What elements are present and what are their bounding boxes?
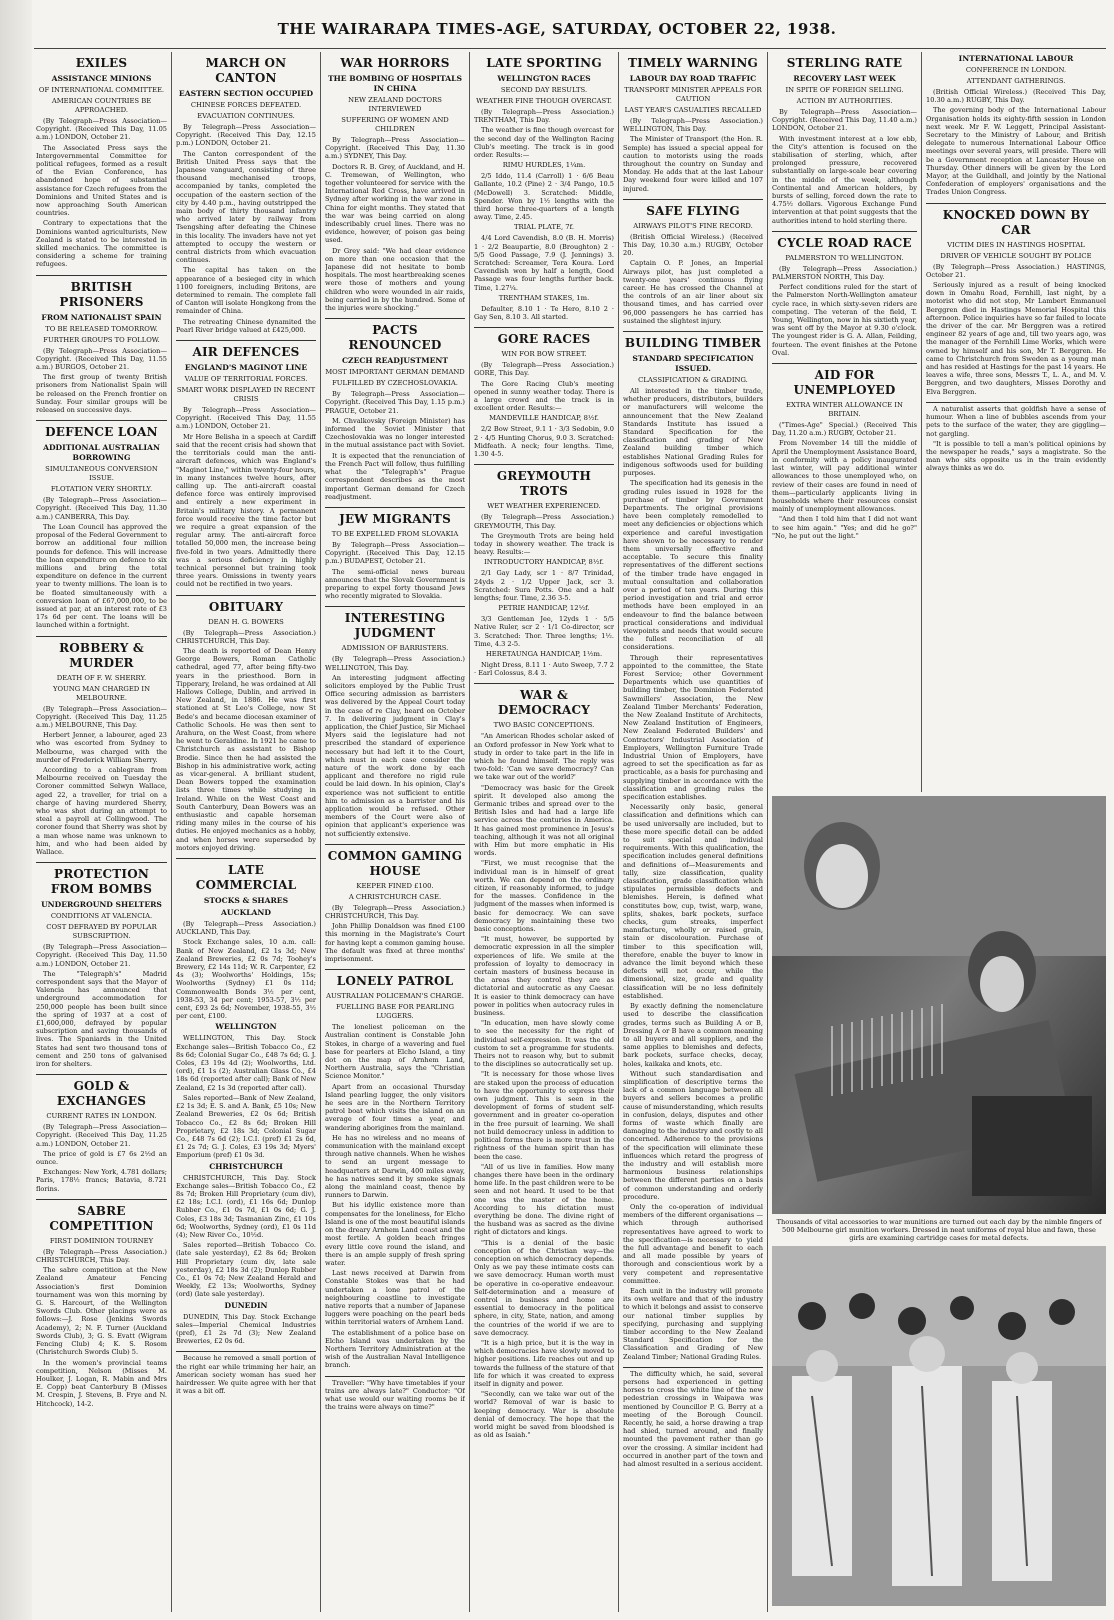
article-paragraph: (British Official Wireless.) (Received This Day, 10.30 a.m.) RUGBY, This Day. — [926, 88, 1106, 105]
article-divider — [36, 1199, 167, 1200]
article-headline: SAFE FLYING — [646, 203, 740, 218]
article-divider — [772, 363, 917, 364]
article-paragraph: "First, we must recognise that the individual man is in himself of great worth. We can depend on the ordinary citizen, if reasonably informed, to judge for the masses. Confidence in the judgment of the masses when informed is basic for democracy. We can save democracy by maintaining these two basic conceptions. — [474, 859, 614, 934]
article-paragraph: The Associated Press says the Intergovernmental Committee for political refugees, formed as a result of the Evian Conference, has abandoned hope of substantial assistance for Czech refugees from the Dominions and United States and is now approaching South American countries. — [36, 143, 167, 218]
article-deck: TRENTHAM STAKES, 1m. — [498, 293, 590, 302]
article-headline: KNOCKED DOWN BY CAR — [942, 207, 1090, 237]
article-paragraph: Dr Grey said: "We had clear evidence on more than one occasion that the Japanese did not hesitate to bomb hospitals. The most heartbreaking scenes were those of mothers and young children who were wounded in air raids, being carried in by the hundred. Some of the injuries were shocking." — [325, 246, 465, 313]
article-deck: ADMISSION OF BARRISTERS. — [341, 644, 449, 653]
article-deck: AUSTRALIAN POLICEMAN'S CHARGE. — [326, 992, 464, 1001]
article-paragraph: Each unit in the industry will promote its own welfare and that of the industry to which it belongs and assist to conserve our national timber supplies by specifying, purchasing and supplying timber according to the New Zealand Standard Specification for the Classification and Grading of New Zealand Timber; National Grading Rules. — [623, 1287, 763, 1361]
article-paragraph: "In education, men have slowly come to see the necessity for the right of individual self-expression. It was the old custom to set a programme for students. Theirs not to reason why, but to submit to the disciplines so autocratically set up. — [474, 1019, 614, 1069]
article-deck: VALUE OF TERRITORIAL FORCES. — [184, 375, 308, 384]
page-binding-edge — [0, 0, 32, 1620]
article-deck: ATTENDANT GATHERINGS. — [966, 77, 1066, 85]
article-divider — [325, 1376, 465, 1377]
article-paragraph: (By Telegraph—Press Association—Copyright. (Received This Day, 11.05 a.m.) LONDON, October 21. — [36, 117, 167, 142]
article-paragraph: By Telegraph—Press Association—Copyright. (Received This Day, 11.55 a.m.) LONDON, October 21. — [176, 406, 316, 431]
article-paragraph: (By Telegraph—Press Association.) HASTINGS, October 21. — [926, 262, 1106, 279]
article-divider — [176, 1351, 316, 1352]
article-paragraph: By Telegraph—Press Association—Copyright. (Received This Day, 12.15 p.m.) LONDON, October 21. — [176, 123, 316, 148]
article-deck: TRIAL PLATE, 7f. — [513, 223, 575, 232]
article-subheadline: FROM NATIONALIST SPAIN — [41, 312, 162, 322]
article-paragraph: WELLINGTON, This Day. Stock Exchange sales—British Tobacco Co., £2 8s 6d; Colonial Sugar Co., £48 7s 6d; G. J. Coles, £3 19s 4d (2); Woolworths, Ltd. (ord), £1 1s (2); Australian Glass Co., £4 18s 6d (reported after call); Bank of New Zealand, £2 1s 3d (reported after call). — [176, 1034, 316, 1092]
article-paragraph: "Secondly, can we take war out of the world? Removal of war is basic to keeping democracy. War is absolute denial of democracy. The hope that the world might be saved from bloodshed is as old as Isaiah." — [474, 1390, 614, 1440]
article-paragraph: "And then I told him that I did not want to see him again." "Yes; and did he go?" "No, he put out the light." — [772, 515, 917, 540]
article-headline: BRITISH PRISONERS — [59, 279, 144, 309]
article-paragraph: Only the co-operation of individual members of the different organisations —which through authorised representatives have agreed to work to the specification—is necessary to yield the full advantage and benefit to each and all made possible by years of thorough and conscientious work by a very competent and representative committee. — [623, 1202, 763, 1285]
article-paragraph: (By Telegraph—Press Association—Copyright. (Received This Day, 11.55 a.m.) BURGOS, October 21. — [36, 346, 167, 372]
photo-accused-spies — [772, 1246, 1106, 1606]
article-subheadline: ADDITIONAL AUSTRALIAN BORROWING — [43, 443, 160, 463]
article-deck: COST DEFRAYED BY POPULAR SUBSCRIPTION. — [46, 923, 157, 941]
article-paragraph: Through their representatives appointed to the committee, the State Forest Service; other Government Departments which use quantities of building timber, the Dominion Federated Sawmillers' Association, the New Zealand Timber Merchants' Federation, the New Zealand Institute of Architects, New Zealand Institution of Engineers, New Zealand Federated Builders' and Contractors' Industrial Association of Employers, Wellington Furniture Trade Industrial Union of Employers, have agreed to set the specification as far as practicable, as a basis for purchasing and supplying timber in accordance with the classification and grading rules the specification establishes. — [623, 653, 763, 802]
article-paragraph: M. Chvalkovsky (Foreign Minister) has informed the Soviet Minister that Czechoslovakia was no longer interested in the mutual assistance pact with Soviet. — [325, 416, 465, 450]
article-subheadline: THE BOMBING OF HOSPITALS IN CHINA — [327, 74, 462, 93]
article-headline: WAR & DEMOCRACY — [497, 688, 591, 718]
article-deck: YOUNG MAN CHARGED IN MELBOURNE. — [52, 684, 151, 702]
article-paragraph: 2/2 Bow Street, 9.1 1 · 3/3 Sedobin, 9.0 2 · 4/5 Hunting Chorus, 9.0 3. Scratched: Midfeath. A neck; four lengths. Time, 1.30 4-5. — [474, 425, 614, 459]
column-5 — [623, 52, 763, 1612]
article-deck: A CHRISTCHURCH CASE. — [348, 892, 442, 901]
article-divider — [474, 327, 614, 328]
article-paragraph: Sales reported—Bank of New Zealand, £2 1s 3d; E. S. and A. Bank, £5 10s; New Zealand Breweries, £2 0s 6d; British Tobacco Co., £2 8s 6d; Broken Hill Proprietary, £2 18s 3d; Colonial Sugar Co., £48 7s 6d (2); I.C.I. (pref) £1 2s 6d, £1 2s 7d; G. J. Coles, £3 19s 3d; Myers' Emporium (pref) £1 0s 3d. — [176, 1093, 316, 1160]
article-deck: FUELLING BASE FOR PEARLING LUGGERS. — [335, 1003, 455, 1021]
article-subheadline: LABOUR DAY ROAD TRAFFIC — [629, 74, 757, 83]
article-deck: DEATH OF F. W. SHERRY. — [56, 673, 147, 682]
article-paragraph: The weather is fine though overcast for the second day of the Wellington Racing Club's meeting. The track is in good order. Results:— — [474, 126, 614, 160]
article-paragraph: (By Telegraph—Press Association.) GORE, This Day. — [474, 361, 614, 378]
article-divider — [36, 275, 167, 276]
article-paragraph: Captain O. P. Jones, an Imperial Airways pilot, has just completed a twenty-one years' continuous flying career. He has crossed the Channel at the controls of an air liner about six thousand times, and has carried over 96,000 passengers he has carried has sustained the slightest injury. — [623, 259, 763, 325]
article-divider — [325, 507, 465, 508]
article-paragraph: Necessarily only basic, general classification and definitions which can be used universally are included, but to these more specific detail can be added to suit special and individual requirements. With this qualification, the specification includes general definitions and definitions of—Measurements and tally, size classification, quality classification, grade classification which stipulates permissible defects and blemishes. Herein, is defined what constitutes bow, cup, twist, warp, wane, splits, shakes, bark pockets, surface checks, gum streaks, imperfect manufacture, wholly or raised grain, stain or discolouration. Purchase of timber to this specification will, therefore, enable the buyer to know in advance the limit beyond which these defects will not occur, while the dimensional, size, grade and quality classification will be no less definitely established. — [623, 803, 763, 1000]
article-subheadline: ASSISTANCE MINIONS — [51, 74, 152, 83]
article-paragraph: Contrary to expectations that the Dominions wanted agriculturists, New Zealand is stated to be interested in skilled mechanics. The committee is considering a scheme for training refugees. — [36, 219, 167, 269]
article-paragraph: From November 14 till the middle of April the Unemployment Assistance Board, in conformity with a policy inaugurated last winter, will pay additional winter allowances to those unemployed who, on review of their cases are found in need of them—particularly applicants living in households where their resources consist mainly of unemployment allowances. — [772, 439, 917, 514]
article-divider — [36, 636, 167, 637]
article-headline: ROBBERY & MURDER — [59, 640, 144, 670]
article-deck: KEEPER FINED £100. — [356, 881, 434, 890]
article-deck: HERETAUNGA HANDICAP, 1½m. — [485, 649, 603, 658]
article-deck: AMERICAN COUNTRIES BE APPROACHED. — [51, 97, 152, 114]
article-paragraph: (British Official Wireless.) (Received This Day, 10.30 a.m.) RUGBY, October 20. — [623, 232, 763, 258]
article-deck: CONDITIONS AT VALENCIA. — [50, 912, 153, 921]
article-paragraph: By Telegraph—Press Association—Copyright. (Received This Day, 1.15 p.m.) PRAGUE, October 21. — [325, 390, 465, 415]
article-deck: EXTRA WINTER ALLOWANCE IN BRITAIN. — [786, 401, 903, 419]
article-headline: INTERESTING JUDGMENT — [344, 611, 446, 641]
article-paragraph: He has no wireless and no means of communication with the mainland except through native channels. When he wishes to send an urgent message to headquarters at Darwin, 400 miles away, he has natives send it by smoke signals along the mainland coast, thence by runners to Darwin. — [325, 1133, 465, 1200]
article-paragraph: John Phillip Donaldson was fined £100 this morning in the Magistrate's Court for having kept a common gaming house. The default was fixed at three months' imprisonment. — [325, 922, 465, 964]
article-deck: VICTIM DIES IN HASTINGS HOSPITAL — [947, 240, 1085, 249]
article-paragraph: The death is reported of Dean Henry George Bowers, Roman Catholic cathedral, aged 77, after being fifty-two years in the priesthood. Born in Tipperary, Ireland, he was ordained at All Hallows College, Dublin, and arrived in New Zealand, in 1886. He was first stationed at St Leo's College, now St Bede's and became diocesan examiner of Catholic Schools. He was then sent to Arahura, on the West Coast, from where he went to Geraldine. In 1921 he came to Christchurch as assistant to Bishop Brodie. Since then he had assisted the Bishop in his administrative work, acting as vicar-general. A brilliant student, Dean Bowers topped the examination lists three times while studying in Ireland. While on the West Coast and South Canterbury, Dean Bowers was an enthusiastic and capable horseman riding many miles in the course of his duties. He enjoyed mechanics as a hobby, and when horses were superseded by motors enjoyed driving. — [176, 646, 316, 852]
article-headline: PACTS RENOUNCED — [348, 323, 442, 353]
article-paragraph: Mr Hore Belisha in a speech at Cardiff said that the recent crisis had shown that the territorials could man the anti-aircraft defences, which was England's "Maginot Line," within twenty-four hours, in many instances twelve hours, after calling up. The anti-aircraft coastal defence force was entirely improvised and entirely a new experiment in Britain's military history. A permanent force would receive the time factor but we require a great expansion of the regular army. The anti-aircraft force totalled 50,000 men, the increase being five-fold in two years. Admittedly there was a serious deficiency in highly technical personnel but training took three years. Omissions in twenty years could not be rectified in two years. — [176, 432, 316, 589]
article-divider — [176, 595, 316, 596]
column-6 — [772, 52, 917, 792]
article-deck: DRIVER OF VEHICLE SOUGHT BY POLICE — [940, 251, 1092, 260]
article-deck: EVACUATION CONTINUES. — [197, 112, 295, 120]
article-paragraph: By exactly defining the nomenclature used to describe the classification grades, terms such as Building A or B, Dressing A or B have a common meaning to all buyers and all suppliers, and the same applies to blemishes and defects, bark pockets, surface checks, decay, holes, kaikaka and knots, etc. — [623, 1002, 763, 1068]
article-headline: GOLD & EXCHANGES — [56, 1079, 147, 1109]
article-deck: RIMU HURDLES, 1¼m. — [502, 161, 586, 170]
article-subheadline: UNDERGROUND SHELTERS — [41, 900, 162, 910]
article-deck: WEATHER FINE THOUGH OVERCAST. — [476, 97, 612, 105]
column-rule — [171, 52, 172, 1612]
article-deck: TWO BASIC CONCEPTIONS. — [493, 721, 595, 730]
column-7 — [926, 52, 1106, 792]
article-divider — [176, 340, 316, 341]
article-deck: FIRST DOMINION TOURNEY — [49, 1236, 154, 1245]
article-paragraph: (By Telegraph—Press Association.) CHRISTCHURCH, This Day. — [36, 1247, 167, 1265]
article-paragraph: 2/5 Iddo, 11.4 (Carroll) 1 · 6/6 Beau Gallante, 10.2 (Pine) 2 · 3/4 Pango, 10.5 (McDowell) 3. Scratched: Middle, Spender. Won by 1½ lengths with the third horse three-quarters of a length away. Time, 2.45. — [474, 172, 614, 222]
article-paragraph: Doctors R. B. Grey, of Auckland, and H. C. Tremewan, of Wellington, who together volunteered for service with the International Red Cross, have arrived in Sydney after working in the war zone in China for eight months. They stated that the war was being carried on along indescribably cruel lines. There was no evidence, however, of poison gas being used. — [325, 162, 465, 245]
article-headline: CYCLE ROAD RACE — [777, 235, 912, 250]
article-subheadline: RECOVERY LAST WEEK — [793, 74, 896, 83]
article-paragraph: An interesting judgment affecting solicitors employed by the Public Trust Office securing admission as barristers was delivered by the Appeal Court today in the case of re Clay, heard on October 7. In delivering judgment in Clay's application, the Chief Justice, Sir Michael Myers said the legislature had not prescribed the standard of experience necessary but had left it to the Court, which must in each case consider the nature of the work done by each applicant and therefore no rigid rule could be laid down. In his opinion, Clay's experience was not sufficient to entitle him to admission as a barrister and his application would be refused. Other members of the Court were also of opinion that applicant's experience was not sufficiently extensive. — [325, 673, 465, 838]
article-headline: TIMELY WARNING — [628, 56, 758, 70]
article-paragraph: "An American Rhodes scholar asked of an Oxford professor in New York what to study in order to take part in the life in which he found himself. The reply was two-fold: 'Can we save democracy? Can we take war out of the world?' — [474, 732, 614, 782]
article-paragraph: Night Dress, 8.11 1 · Auto Sweep, 7.7 2 · Earl Colossus, 8.4 3. — [474, 660, 614, 678]
article-subheadline: CHRISTCHURCH — [209, 1161, 283, 1171]
article-headline: LATE COMMERCIAL — [195, 863, 297, 893]
article-paragraph: By Telegraph—Press Association—Copyright. (Received This Day, 11.30 a.m.) SYDNEY, This Day. — [325, 136, 465, 161]
article-headline: COMMON GAMING HOUSE — [327, 848, 463, 878]
article-paragraph: (By Telegraph—Press Association.) AUCKLAND, This Day. — [176, 920, 316, 937]
article-paragraph: The sabre competition at the New Zealand Amateur Fencing Association's first Dominion tournament was won this morning by G. S. Harcourt, of the Wellington Swords Club. Other placings were as follows:—J. Rose (Jenkins Swords Academy), 2; N. F. Turner (Auckland Swords Club), 3; G. S. Evatt (Wigram Fencing Club) 4; K. S. Rosom (Christchurch Swords Club) 5. — [36, 1266, 167, 1357]
article-divider — [325, 318, 465, 319]
article-deck: SUFFERING OF WOMEN AND CHILDREN — [341, 116, 449, 133]
masthead-rule — [34, 48, 1106, 49]
article-headline: BUILDING TIMBER — [624, 336, 762, 351]
article-subheadline: AUCKLAND — [221, 908, 271, 918]
article-paragraph: "Democracy was basic for the Greek spirit. It developed also among the Germanic tribes and spread over to the British Isles and had had a large life service across the centuries in America. It has gained most prominence in Jesus's teaching, although it was not all original with Him but more emphatic in His words. — [474, 783, 614, 858]
article-paragraph: Sales reported—British Tobacco Co. (late sale yesterday), £2 8s 6d; Broken Hill Proprietary (cum div, late sale yesterday), £2 18s 3d (2); Dunlop Rubber Co., £1 0s 7d; New Zealand Herald and Weekly, £2 13s; Woolworths, Sydney (ord) (late sale yesterday). — [176, 1241, 316, 1299]
article-paragraph: (By Telegraph—Press Association.) WELLINGTON, This Day. — [623, 117, 763, 134]
article-paragraph: 2/1 Gay Lady, scr 1 · 8/7 Trinidad, 24yds 2 · 1/2 Upper Jack, scr 3. Scratched: Sura Potts. One and a half lengths; four. Time, 2.36 3-5. — [474, 569, 614, 602]
article-deck: TO BE RELEASED TOMORROW. — [45, 324, 158, 333]
article-headline: PROTECTION FROM BOMBS — [50, 867, 153, 897]
article-divider — [474, 683, 614, 684]
article-paragraph: (By Telegraph—Press Association.) CHRISTCHURCH, This Day. — [176, 628, 316, 645]
article-deck: LAST YEAR'S CASUALTIES RECALLED — [624, 106, 762, 114]
article-headline: LATE SPORTING — [486, 56, 602, 70]
article-deck: INTRODUCTORY HANDICAP, 8½f. — [484, 558, 604, 567]
article-paragraph: The Loan Council has approved the proposal of the Federal Government to borrow an additional four million pounds for defence. This will increase the loan expenditure on defence to six millions and bring the total expenditure on defence in the current year to twenty millions. The loan is to be floated simultaneously with a conversion loan of £67,000,000, to be issued at par, at an interest rate of £3 17s 6d per cent. The loans will be launched within a fortnight. — [36, 522, 167, 630]
article-paragraph: The "Telegraph's" Madrid correspondent says that the Mayor of Valencia has announced that underground accommodation for 250,000 people has been built since the spring of 1937 at a cost of £1,600,000, defrayed by popular subscription and saving thousands of lives. The Spaniards in the United States had sent two thousand tons of cement and 250 tons of galvanised iron for shelters. — [36, 969, 167, 1069]
column-4 — [474, 52, 614, 1612]
column-rule — [469, 52, 470, 1612]
article-paragraph: The capital has taken on the appearance of a besieged city in which 1100 foreigners, including Britons, are determined to remain. The complete fall of Canton will isolate Hongkong from the remainder of China. — [176, 266, 316, 316]
article-divider — [36, 420, 167, 421]
article-paragraph: By Telegraph—Press Association—Copyright. (Received This Day, 12.15 p.m.) BUDAPEST, October 21. — [325, 540, 465, 566]
column-rule — [921, 52, 922, 792]
article-paragraph: "It is necessary for those whose lives are staked upon the process of education to have the opportunity to express their own judgment. This is seen in the development of forms of student self-government and in greater co-operation in the free pursuit of learning. We shall not build democracy unless in addition to political forms there is more trust in the rightness of the human spirit than has been the case. — [474, 1070, 614, 1161]
article-paragraph: Perfect conditions ruled for the start of the Palmerston North-Wellington amateur cycle race, in which sixty-seven riders are competing. The veteran of the field, T. Young, Wellington, now in his sixtieth year, was sent off by the Mayor at 9.30 o'clock. The youngest rider is G. A. Allan, Feilding, fourteen. The event finishes at the Petone Oval. — [772, 283, 917, 357]
article-deck: PETRIE HANDICAP, 12½f. — [498, 604, 590, 613]
article-paragraph: The Gore Racing Club's meeting opened in sunny weather today. There is a large crowd and the track is in excellent order. Results:— — [474, 379, 614, 413]
article-paragraph: (By Telegraph—Press Association.) PALMERSTON NORTH, This Day. — [772, 264, 917, 282]
article-divider — [623, 331, 763, 332]
article-paragraph: "All of us live in families. How many changes there have been in the ordinary home life. In the past children were to be seen and not heard. It used to be that one was the master of the home. According to his dictation must everything be done. The divine right of the husband was as sacred as the divine right of dictators and kings. — [474, 1162, 614, 1237]
article-deck: FURTHER GROUPS TO FOLLOW. — [43, 335, 160, 344]
article-deck: ACTION BY AUTHORITIES. — [796, 97, 893, 105]
article-deck: CURRENT RATES IN LONDON. — [46, 1112, 157, 1121]
article-paragraph: Herbert Jenner, a labourer, aged 23 who was escorted from Sydney to Melbourne, was charged with the murder of Frederick William Sherry. — [36, 731, 167, 764]
column-3 — [325, 52, 465, 1612]
article-paragraph: All interested in the timber trade, whether producers, distributors, builders or manufacturers will welcome the announcement that the New Zealand Standards Institute has issued a Standard Specification for the classification and grading of New Zealand building timber which establishes National Grading Rules for indigenous softwoods used for building purposes. — [623, 387, 763, 478]
article-subheadline: ENGLAND'S MAGINOT LINE — [184, 363, 308, 373]
article-subheadline: WELLINGTON — [215, 1022, 277, 1032]
article-deck: TO BE EXPELLED FROM SLOVAKIA — [331, 529, 459, 538]
article-paragraph: The specification had its genesis in the grading rules issued in 1928 for the purchase of timber by Government Departments. The original provisions have been completely remodelled to meet any deficiencies or objections which experience and careful investigation have shown to be necessary to render them universally effective and acceptable. To secure this finality representatives of the different sections of the timber trade have engaged in mutual consultation and collaboration over a period of ten years. During this period investigation and trial and error methods have been employed in an endeavour to find the balance between practical considerations and individual viewpoints and needs that would secure the fullest reconciliation of all considerations. — [623, 479, 763, 652]
article-headline: LONELY PATROL — [336, 974, 454, 989]
article-paragraph: A naturalist asserts that goldfish have a sense of humour. When a line of bubbles ascends from your pets to the surface of the water, they are giggling—not gargling. — [926, 404, 1106, 438]
article-subheadline: STOCKS & SHARES — [203, 896, 289, 906]
article-headline: MARCH ON CANTON — [205, 56, 287, 85]
article-divider — [176, 858, 316, 859]
article-headline: GORE RACES — [497, 332, 591, 347]
article-subheadline: DUNEDIN — [224, 1300, 268, 1310]
article-paragraph: The establishment of a police base on Elcho Island was undertaken by the Northern Territory Administration at the wish of the Australian Naval Intelligence branch. — [325, 1328, 465, 1370]
column-rule — [320, 52, 321, 1612]
article-headline: EXILES — [75, 56, 128, 70]
article-subheadline: EASTERN SECTION OCCUPIED — [178, 89, 314, 98]
article-deck: AIRWAYS PILOT'S FINE RECORD. — [633, 221, 753, 230]
photo-munition-workers — [772, 796, 1106, 1214]
article-paragraph: The first group of twenty British prisoners from Nationalist Spain will be released on the French frontier on Sunday. Four similar groups will be released on successive days. — [36, 373, 167, 415]
article-deck: PALMERSTON TO WELLINGTON. — [785, 253, 904, 262]
article-paragraph: CHRISTCHURCH, This Day. Stock Exchange sales—British Tobacco Co., £2 8s 7d; Broken Hill Proprietary (cum div), £2 18s; I.C.I. (ord), £1 16s 6d; Dunlop Rubber Co., £1 0s 7d, £1 0s 6d; G. J. Coles, £3 18s 3d; Tasmanian Zinc, £1 10s 6d; Woolworths, Sydney (ord), £1 0s 11d (4); New River Co., 10½d. — [176, 1173, 316, 1239]
article-paragraph: Apart from an occasional Thursday Island pearling lugger, the only visitors he sees are in the Northern Territory patrol boat which visits the island on an average of four times a year, and wandering aborigines from the mainland. — [325, 1082, 465, 1132]
article-paragraph: The Canton correspondent of the British United Press says that the Japanese vanguard, consisting of three thousand mechanised troops, accompanied by tanks, completed the occupation of the eastern section of the city by 4.40 p.m., having outstripped the main body of thirty thousand infantry who arrived later by railway from Tsengshing after defeating the Chinese in this locality. The invaders have not yet attempted to occupy the western or central districts from which evacuation continues. — [176, 149, 316, 265]
article-deck: CONFERENCE IN LONDON. — [965, 66, 1067, 74]
article-headline: AIR DEFENCES — [192, 345, 300, 360]
article-deck: TRANSPORT MINISTER APPEALS FOR CAUTION — [624, 86, 762, 103]
article-headline: AID FOR UNEMPLOYED — [793, 368, 896, 398]
article-paragraph: Seriously injured as a result of being knocked down in Omahu Road, Fernhill, last night, by a motorist who did not stop, Mr Lambert Emmanuel Berggren died in Hastings Memorial Hospital this afternoon. Police inquiries have so far failed to locate the driver of the car. Mr Berggren was a retired engineer 82 years of age and, till two years ago, was the manager of the Fernhill Lime Works, which were owned by himself and his son, Mr T. Berggren. He came to Christchurch from Sweden as a young man and has resided at Hastings for the past 14 years. He leaves a wife, three sons, Messrs T., L. A., and M. V. Berggren, and two daughters, Misses Dorothy and Elva Berggren. — [926, 281, 1106, 396]
article-divider — [926, 203, 1106, 204]
article-paragraph: (By Telegraph—Press Association.) WELLINGTON, This Day. — [325, 655, 465, 672]
article-paragraph: 4/4 Lord Cavendish, 8.0 (B. H. Morris) 1 · 2/2 Beaupartie, 8.0 (Broughton) 2 · 5/5 Good Passage, 7.9 (J. Jennings) 3. Scratched: Screamer, Tera Koura. Lord Cavendish won by half a length, Good Passage was four lengths further back. Time, 1.27¼. — [474, 234, 614, 292]
article-paragraph: "It must, however, be supported by democratic expression in all the simpler experiences of life. We smile at the profession of loyalty to democracy in certain masters of business because in the areas they control they are as dictatorial and autocratic as any Caesar. It is easier to think democracy can have power in politics when autocracy rules in business. — [474, 935, 614, 1018]
article-divider — [325, 606, 465, 607]
article-headline: WAR HORRORS — [340, 56, 450, 70]
article-paragraph: Because he removed a small portion of the right ear while trimming her hair, an American society woman has sued her hairdresser. We quite agree with her that it was a bit off. — [176, 1354, 316, 1396]
article-subheadline: STANDARD SPECIFICATION ISSUED. — [632, 354, 754, 374]
article-paragraph: "This is a denial of the basic conception of the Christian way—the conception on which democracy depends. Only as we pay these intimate costs can we save democracy. Human worth must be operative in co-operative endeavour. Self-determination and a measure of control in business and home are essential to democracy in the political sphere, in city, State, nation, and among the countries of the world if we are to save democracy. — [474, 1238, 614, 1337]
article-deck: MOST IMPORTANT GERMAN DEMAND — [325, 368, 465, 377]
article-paragraph: The retreating Chinese dynamited the Pearl River bridge valued at £425,000. — [176, 317, 316, 334]
article-divider — [623, 1367, 763, 1368]
article-paragraph: Defaulter, 8.10 1 · Te Hero, 8.10 2 · Gay Sen, 8.10 3. All started. — [474, 304, 614, 322]
article-paragraph: By Telegraph—Press Association—Copyright. (Received This Day, 11.40 a.m.) LONDON, October 21. — [772, 108, 917, 133]
article-divider — [36, 862, 167, 863]
article-headline: GREYMOUTH TROTS — [496, 469, 592, 499]
article-paragraph: It is expected that the renunciation of the French Pact will follow, thus fulfilling what the "Telegraph's" Prague correspondent describes as the most important German demand for Czech readjustment. — [325, 451, 465, 501]
article-paragraph: The loneliest policeman on the Australian continent is Constable John Stokes, in charge of a wavering and fuel base for pearlers at Elcho Island, a tiny dot on the map of Arnhem Land, Northern Australia, says the "Christian Science Monitor." — [325, 1023, 465, 1081]
article-subheadline: INTERNATIONAL LABOUR — [958, 54, 1074, 63]
article-deck: FLOTATION VERY SHORTLY. — [50, 485, 153, 494]
article-paragraph: But his idyllic existence more than compensates for the loneliness, for Elcho Island is one of the most beautiful islands on the dreary Arnhem Land coast and the most fertile. A golden beach fringes every little cove round the island, and there is an ample supply of fresh spring water. — [325, 1201, 465, 1267]
article-divider — [772, 231, 917, 232]
article-paragraph: In the women's provincial teams competition, Nelson (Misses M. Houlker, J. Logan, R. Mabin and Mrs E. Copp) beat Canterbury B (Misses M. Crespin, J. Stevens, B. Frye and N. Hitchcock), 14-2. — [36, 1358, 167, 1408]
article-paragraph: "It is possible to tell a man's political opinions by the newspaper he reads," says a magistrate. So the man who sits opposite us in the train evidently always thinks as we do. — [926, 439, 1106, 473]
article-deck: CHINESE FORCES DEFEATED. — [190, 101, 302, 109]
article-deck: MANDEVILLE HANDICAP, 8½f. — [489, 414, 599, 423]
article-deck: SMART WORK DISPLAYED IN RECENT CRISIS — [176, 386, 316, 404]
column-rule — [618, 52, 619, 1612]
article-paragraph: Without such standardisation and simplification of descriptive terms the lack of a common language between all buyers and sellers becomes a prolific cause of misunderstanding, which results in confusion, delays, disputes and other forms of waste which finally are damaging to the industry and costly to all concerned. Adherence to the provisions of the specification will eliminate these influences which retard the progress of the industry and will establish more harmonious business relationships between the different parties on a basis of common understanding and orderly procedure. — [623, 1069, 763, 1201]
article-deck: SIMULTANEOUS CONVERSION ISSUE. — [45, 465, 158, 483]
article-headline: DEFENCE LOAN — [45, 425, 158, 440]
photo-caption: Thousands of vital accessories to war munitions are turned out each day by the nimble fingers of 500 Melbourne girl munition workers. Dressed in neat uniforms of royal blue and fawn, these girls are examining cartridge cases for metal defects. — [776, 1218, 1102, 1243]
article-headline: SABRE COMPETITION — [49, 1203, 154, 1233]
article-divider — [623, 199, 763, 200]
article-headline: OBITUARY — [208, 599, 284, 614]
article-paragraph: The Minister of Transport (the Hon. R. Semple) has issued a special appeal for caution to motorists using the roads throughout the country on Sunday and Monday. He adds that at the last Labour Day weekend four were killed and 107 injured. — [623, 135, 763, 193]
article-paragraph: (By Telegraph—Press Association—Copyright. (Received This Day, 11.25 a.m.) LONDON, October 21. — [36, 1123, 167, 1148]
article-divider — [926, 402, 1106, 403]
article-deck: NEW ZEALAND DOCTORS INTERVIEWED — [348, 96, 442, 113]
article-deck: CLASSIFICATION & GRADING. — [638, 376, 748, 385]
article-paragraph: The governing body of the International Labour Organisation holds its eighty-fifth session in London next week. Mr F. W. Leggett, Principal Assistant-Secretary to the Ministry of Labour, and British delegate to numerous International Labour Office meetings over several years, will preside. There will be a Government reception at Lancaster House on Thursday. Other dinners will be given by the Lord Mayor, at the Guildhall, and jointly by the National Confederation of employers' organisations and the Trades Union Congress. — [926, 106, 1106, 197]
article-deck: FULFILLED BY CZECHOSLOVAKIA. — [332, 379, 458, 388]
article-paragraph: (By Telegraph—Press Association—Copyright. (Received This Day, 11.30 a.m.) CANBERRA, This Day. — [36, 496, 167, 521]
article-paragraph: (By Telegraph—Press Association—Copyright. (Received This Day, 11.50 a.m.) LONDON, October 21. — [36, 943, 167, 968]
masthead: THE WAIRARAPA TIMES-AGE, SATURDAY, OCTOBER 22, 1938. — [277, 20, 837, 38]
article-paragraph: With investment interest at a low ebb, the City's attention is focused on the stabilisation of sterling, which, after prolonged pressure, recovered substantially on large-scale bear covering in the middle of the week, although Continental and American holders, by bursts of selling, forced down the rate to 4.75½ dollars. Vigorous Exchange Fund intervention at that point suggests that the authorities intend to hold sterling there. — [772, 134, 917, 225]
article-paragraph: (By Telegraph—Press Association.) GREYMOUTH, This Day. — [474, 513, 614, 530]
article-paragraph: Traveller: "Why have timetables if your trains are always late?" Conductor: "Of what use would our waiting rooms be if the trains were always on time?" — [325, 1378, 465, 1412]
article-divider — [325, 844, 465, 845]
article-headline: STERLING RATE — [786, 56, 903, 70]
article-paragraph: (By Telegraph—Press Association.) TRENTHAM, This Day. — [474, 108, 614, 125]
article-headline: JEW MIGRANTS — [339, 511, 451, 526]
article-paragraph: Stock Exchange sales, 10 a.m. call: Bank of New Zealand, £2 1s 3d; New Zealand Breweries, £2 0s 7d; Toohey's Brewery, £2 14s 11d; W. R. Carpenter, £2 4s (3); Woolworths' Holdings, 15s; Woolworths (Sydney) £1 0s 11d; Commonwealth Bonds 3½ per cent, 1938-53, 34 per cent; 1953-57, 3½ per cent, £93 2s 6d; November, 1938-55, 3½ per cent, £100. — [176, 938, 316, 1021]
article-paragraph: (By Telegraph—Press Association.) CHRISTCHURCH, This Day. — [325, 903, 465, 920]
column-rule — [767, 52, 768, 1612]
article-paragraph: The difficulty which, he said, several persons had experienced in getting horses to cross the white line of the new pedestrian crossings in Waipawa was mentioned by Councillor P. G. Berry at a meeting of the Borough Council. Recently, he said, a horse drawing a trap had shied, turned around, and finally mounted the pavement rather than go over the crossing. A similar incident had occurred in another part of the town and had almost resulted in a serious accident. — [623, 1369, 763, 1469]
article-divider — [325, 969, 465, 970]
article-paragraph: DUNEDIN, This Day. Stock Exchange sales—Imperial Chemical Industries (pref), £1 2s 7d (3); New Zealand Breweries, £2 0s 6d. — [176, 1312, 316, 1346]
article-paragraph: (By Telegraph—Press Association—Copyright. (Received This Day, 11.25 a.m.) MELBOURNE, This Day. — [36, 704, 167, 729]
article-divider — [36, 1074, 167, 1075]
article-deck: SECOND DAY RESULTS. — [500, 86, 588, 94]
article-deck: DEAN H. G. BOWERS — [208, 617, 284, 626]
article-paragraph: Last news received at Darwin from Constable Stokes was that he had undertaken a lone patrol of the neighbouring coastline to investigate native reports that a number of Japanese luggers were poaching on the pearl beds within territorial waters of Arnhem Land. — [325, 1269, 465, 1327]
article-paragraph: The price of gold is £7 6s 2½d an ounce. — [36, 1149, 167, 1167]
article-deck: OF INTERNATIONAL COMMITTEE. — [38, 86, 165, 94]
article-paragraph: 3/3 Gentleman Jee, 12yds 1 · 5/5 Native Ruler, scr 2 · 1/1 Co-director, scr 3. Scratched: Thor. Three lengths; 1½. Time, 4.3 2-5. — [474, 615, 614, 648]
article-paragraph: ("Times-Age" Special.) (Received This Day, 11.20 a.m.) RUGBY, October 21. — [772, 421, 917, 438]
article-paragraph: The semi-official news bureau announces that the Slovak Government is preparing to expel forty thousand Jews who recently migrated to Slovakia. — [325, 567, 465, 601]
article-paragraph: The Greymouth Trots are being held today in showery weather. The track is heavy. Results:— — [474, 531, 614, 557]
article-subheadline: WELLINGTON RACES — [497, 74, 591, 83]
column-2 — [176, 52, 316, 1612]
article-deck: WIN FOR BOW STREET. — [501, 350, 587, 359]
column-1 — [36, 52, 167, 1612]
article-deck: WET WEATHER EXPERIENCED. — [487, 502, 601, 511]
article-deck: IN SPITE OF FOREIGN SELLING. — [785, 86, 904, 94]
article-paragraph: According to a cablegram from Melbourne received on Tuesday the Coroner committed Selwyn Wallace, aged 22, a traveller, for trial on a charge of having murdered Sherry, who was shot during an attempt to steal a payroll at Collingwood. The coroner found that Sherry was shot by a man whose name was unknown to him, and who had been aided by Wallace. — [36, 765, 167, 856]
article-paragraph: Exchanges: New York, 4.781 dollars; Paris, 178½ francs; Batavia, 8.721 florins. — [36, 1168, 167, 1193]
article-divider — [474, 464, 614, 465]
article-paragraph: "It is a high price, but it is the way in which democracies have slowly moved to higher positions. Life reaches out and up towards the fullness of the stature of that life for which it was created to express itself in dignity and power. — [474, 1338, 614, 1388]
article-subheadline: CZECH READJUSTMENT — [342, 356, 448, 366]
